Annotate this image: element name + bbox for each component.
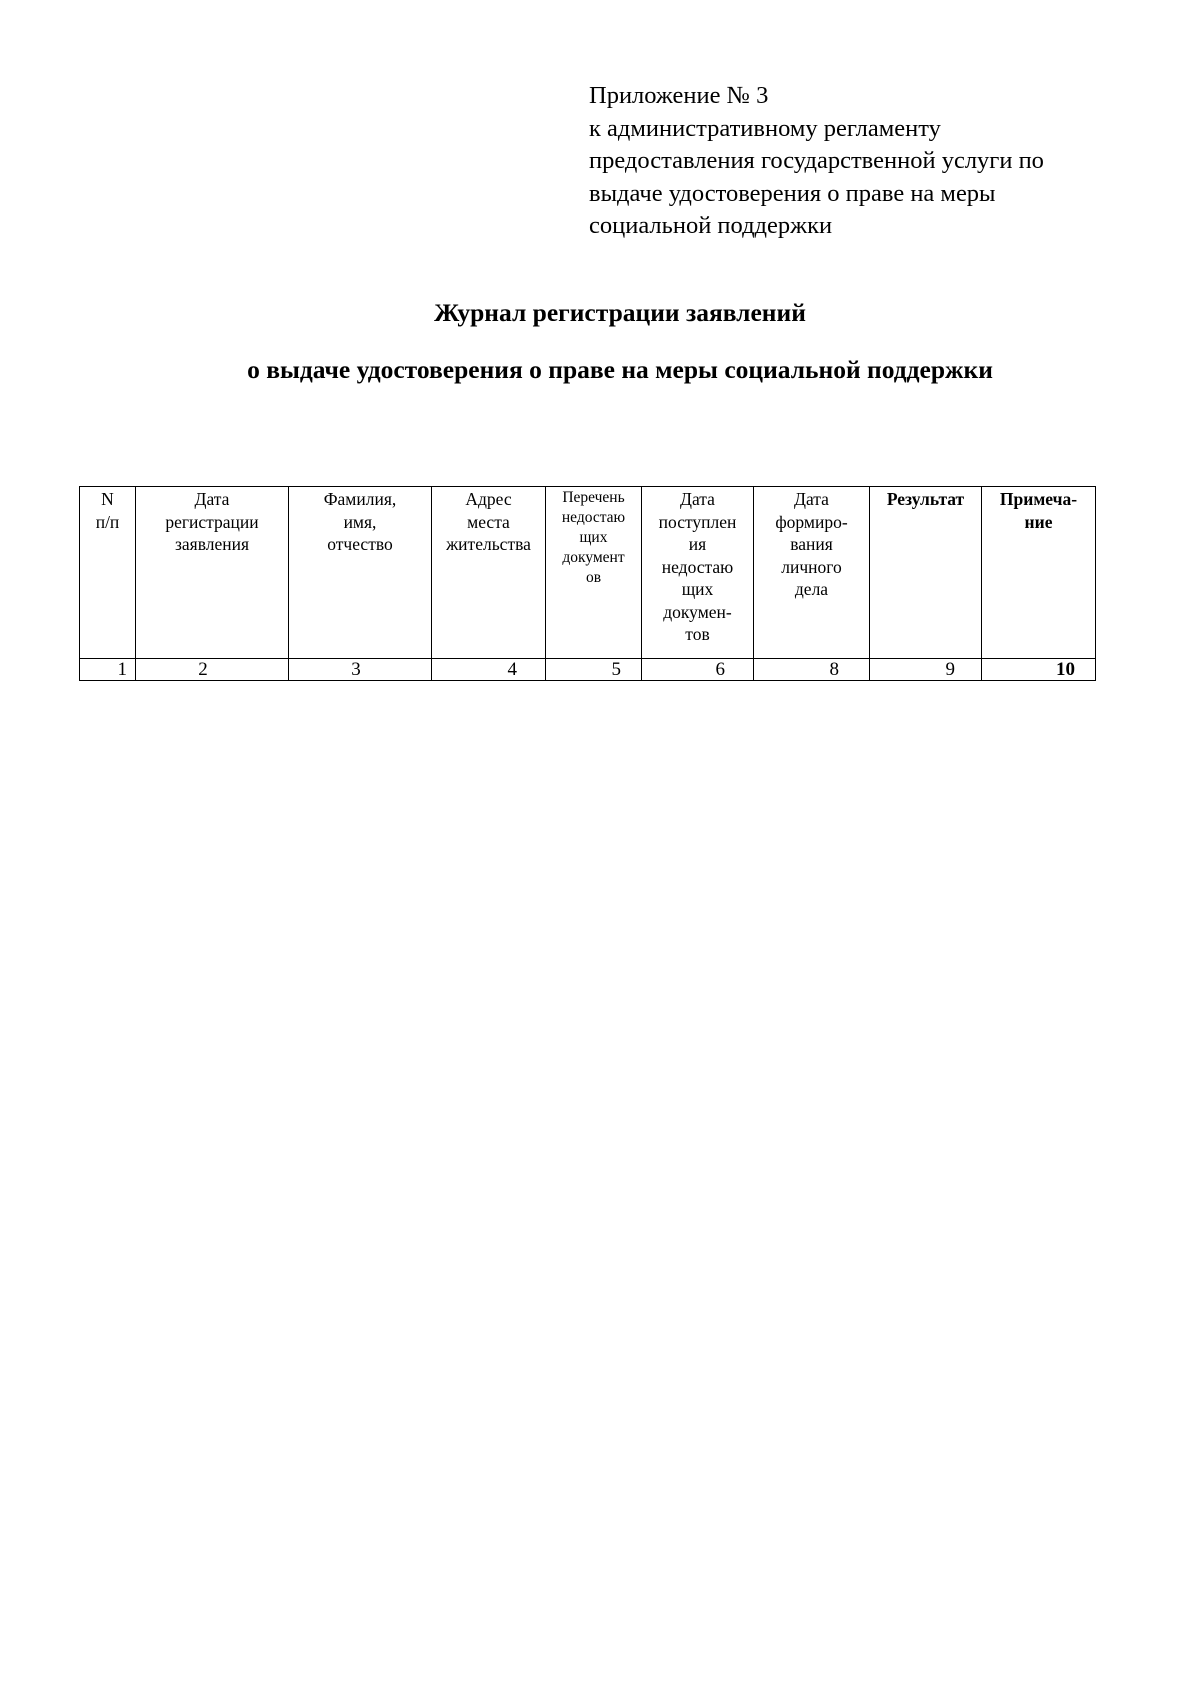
header-line: недостаю xyxy=(561,509,626,526)
header-line: тов xyxy=(685,624,710,644)
document-subtitle: о выдаче удостоверения о праве на меры социальной поддержки xyxy=(247,355,993,384)
header-cell-address xyxy=(432,487,546,659)
column-number-cell: 5 xyxy=(546,659,642,681)
appendix-line: к административному регламенту xyxy=(589,114,941,142)
column-number-row xyxy=(80,659,1096,681)
header-line: Адрес xyxy=(465,489,512,509)
header-line: Результат xyxy=(886,489,965,509)
header-line: формиро- xyxy=(775,511,848,532)
header-line: ние xyxy=(1024,511,1053,532)
header-cell-missing-documents xyxy=(546,487,642,659)
column-number-cell: 8 xyxy=(754,659,870,681)
header-line: щих xyxy=(681,579,714,599)
header-line: Дата xyxy=(194,489,230,509)
header-line: имя, xyxy=(343,511,377,532)
header-line: N xyxy=(101,489,114,509)
header-cell-note xyxy=(982,487,1096,659)
column-number-cell: 9 xyxy=(870,659,982,681)
appendix-line: предоставления государственной услуги по xyxy=(589,147,1044,174)
header-line: жительства xyxy=(446,534,531,554)
header-line: заявления xyxy=(174,534,250,554)
appendix-note xyxy=(589,80,1149,243)
column-number-cell: 1 xyxy=(80,659,136,681)
column-number-cell: 4 xyxy=(432,659,546,681)
header-cell-file-date xyxy=(754,487,870,659)
table-header-row xyxy=(80,487,1096,659)
registration-journal-table xyxy=(79,486,1096,681)
appendix-line: социальной поддержки xyxy=(589,212,833,239)
header-line: Дата xyxy=(680,489,715,509)
header-cell-result xyxy=(870,487,982,659)
appendix-line: выдаче удостоверения о праве на меры xyxy=(589,179,996,207)
header-line: места xyxy=(467,511,510,532)
header-line: ов xyxy=(585,569,602,586)
column-number-cell: 2 xyxy=(136,659,289,681)
header-line: щих xyxy=(579,529,608,546)
header-line: дела xyxy=(794,579,829,599)
document-title: Журнал регистрации заявлений xyxy=(434,298,806,327)
header-line: Фамилия, xyxy=(323,489,397,509)
header-line: вания xyxy=(790,534,833,554)
header-line: отчество xyxy=(327,534,393,554)
header-line: докумен- xyxy=(663,601,732,622)
header-line: документ xyxy=(562,549,625,566)
header-cell-registration-date xyxy=(136,487,289,659)
header-line: ия xyxy=(688,534,707,554)
header-line: Перечень xyxy=(562,489,625,506)
header-line: поступлен xyxy=(658,511,737,532)
header-line: Дата xyxy=(794,489,829,509)
appendix-line: Приложение № 3 xyxy=(589,82,769,109)
column-number-cell: 3 xyxy=(289,659,432,681)
header-line: недостаю xyxy=(661,556,734,577)
header-line: Примеча- xyxy=(999,489,1078,509)
header-cell-number xyxy=(80,487,136,659)
header-cell-receipt-date xyxy=(642,487,754,659)
header-line: п/п xyxy=(95,511,120,532)
column-number-cell: 6 xyxy=(642,659,754,681)
header-line: личного xyxy=(781,556,842,577)
header-line: регистрации xyxy=(165,511,259,532)
header-cell-full-name xyxy=(289,487,432,659)
column-number-cell: 10 xyxy=(982,659,1096,681)
